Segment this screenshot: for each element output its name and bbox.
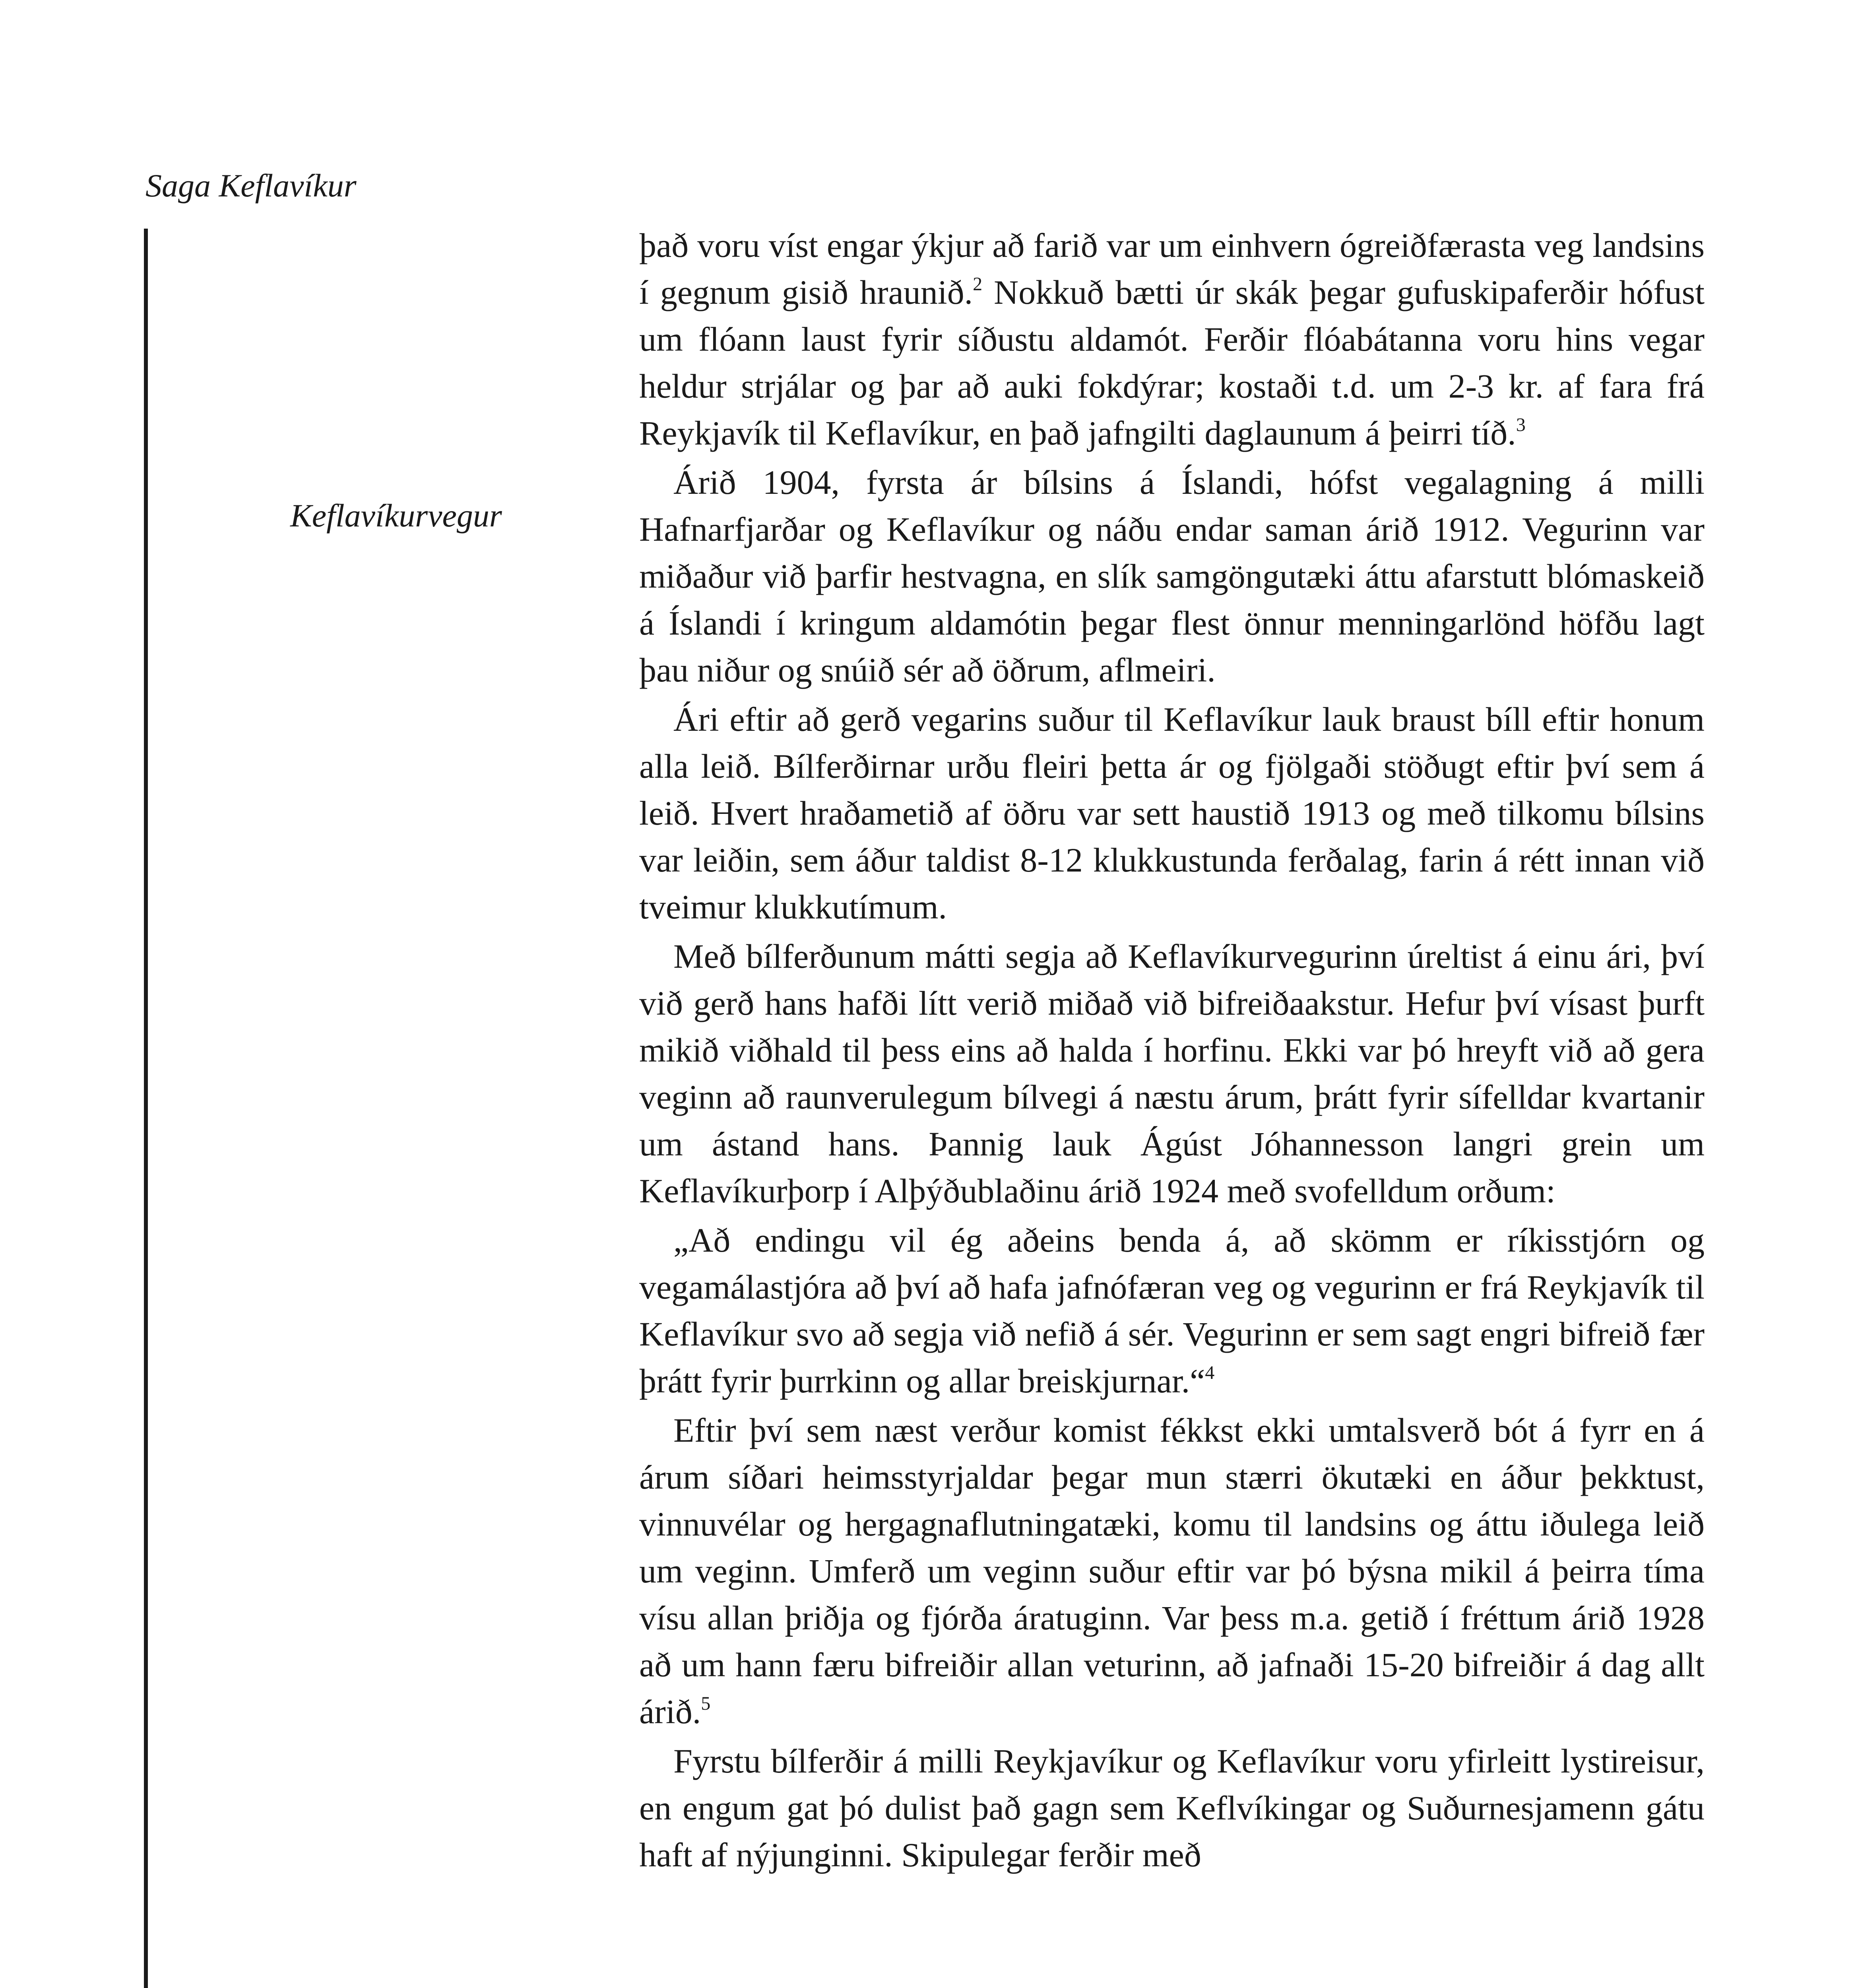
paragraph-6 [639, 1407, 1705, 1735]
paragraph-3 [639, 696, 1705, 930]
paragraph-2 [639, 459, 1705, 693]
paragraph-4-text: Með bílferðunum mátti segja að Keflavíkurvegurinn úreltist á einu ári, því við gerð hans hafði lítt verið miðað við bifreiðaakstur. Hefur því vísast þurft mikið viðhald til þess eins að halda í horfinu. Ekki var þó hreyft við að gera veginn að raunverulegum bílvegi á næstu árum, þrátt fyrir sífelldar kvartanir um ástand hans. Þannig lauk Ágúst Jóhannesson langri grein um Keflavíkurþorp í Alþýðublaðinu árið 1924 með svofelldum orðum: [639, 937, 1705, 1210]
paragraph-7 [639, 1738, 1705, 1878]
paragraph-6-text: Eftir því sem næst verður komist fékkst ekki umtalsverð bót á fyrr en á árum síðari heimsstyrjaldar þegar mun stærri ökutæki en áður þekktust, vinnuvélar og hergagnaflutningatæki, komu til landsins og áttu iðulega leið um veginn. Umferð um veginn suður eftir var þó býsna mikil á þeirra tíma vísu allan þriðja og fjórða áratuginn. Var þess m.a. getið í fréttum árið 1928 að um hann færu bifreiðir allan veturinn, að jafnaði 15-20 bifreiðir á dag allt árið. [639, 1411, 1705, 1731]
quote-paragraph [639, 1217, 1705, 1404]
body-text [639, 222, 1705, 1881]
margin-rule [144, 229, 148, 1988]
footnote-ref-4: 4 [1205, 1362, 1215, 1383]
paragraph-2-text: Árið 1904, fyrsta ár bílsins á Íslandi, hófst vegalagning á milli Hafnarfjarðar og Keflavíkur og náðu endar saman árið 1912. Vegurinn var miðaður við þarfir hestvagna, en slík samgöngutæki áttu afarstutt blómaskeið á Íslandi í kringum aldamótin þegar flest önnur menningarlönd höfðu lagt þau niður og snúið sér að öðrum, aflmeiri. [639, 463, 1705, 689]
paragraph-7-text: Fyrstu bílferðir á milli Reykjavíkur og Keflavíkur voru yfirleitt lystireisur, en engum gat þó dulist það gagn sem Keflvíkingar og Suðurnesjamenn gátu haft af nýjunginni. Skipulegar ferðir með [639, 1742, 1705, 1874]
paragraph-3-text: Ári eftir að gerð vegarins suður til Keflavíkur lauk braust bíll eftir honum alla leið. Bílferðirnar urðu fleiri þetta ár og fjölgaði stöðugt eftir því sem á leið. Hvert hraðametið af öðru var sett haustið 1913 og með tilkomu bílsins var leiðin, sem áður taldist 8-12 klukkustunda ferðalag, farin á rétt innan við tveimur klukkutímum. [639, 700, 1705, 926]
footnote-ref-5: 5 [701, 1693, 711, 1714]
side-note: Keflavíkurvegur [290, 497, 502, 534]
running-head: Saga Keflavíkur [145, 167, 357, 204]
footnote-ref-3: 3 [1516, 414, 1526, 435]
paragraph-4 [639, 933, 1705, 1214]
quote-text: „Að endingu vil ég aðeins benda á, að skömm er ríkisstjórn og vegamálastjóra að því að hafa jafnófæran veg og vegurinn er frá Reykjavík til Keflavíkur svo að segja við nefið á sér. Vegurinn er sem sagt engri bifreið fær þrátt fyrir þurrkinn og allar breiskjurnar.“ [639, 1221, 1705, 1400]
paragraph-1-text-2: Nokkuð bætti úr skák þegar gufuskipaferðir hófust um flóann laust fyrir síðustu aldamót. Ferðir flóabátanna voru hins vegar heldur strjálar og þar að auki fokdýrar; kostaði t.d. um 2-3 kr. af fara frá Reykjavík til Keflavíkur, en það jafngilti daglaunum á þeirri tíð. [639, 273, 1705, 452]
footnote-ref-2: 2 [973, 274, 983, 295]
paragraph-1 [639, 222, 1705, 456]
paragraph-1-text: það voru víst engar ýkjur að farið var um einhvern ógreiðfærasta veg landsins í gegnum gisið hraunið. [639, 226, 1705, 311]
